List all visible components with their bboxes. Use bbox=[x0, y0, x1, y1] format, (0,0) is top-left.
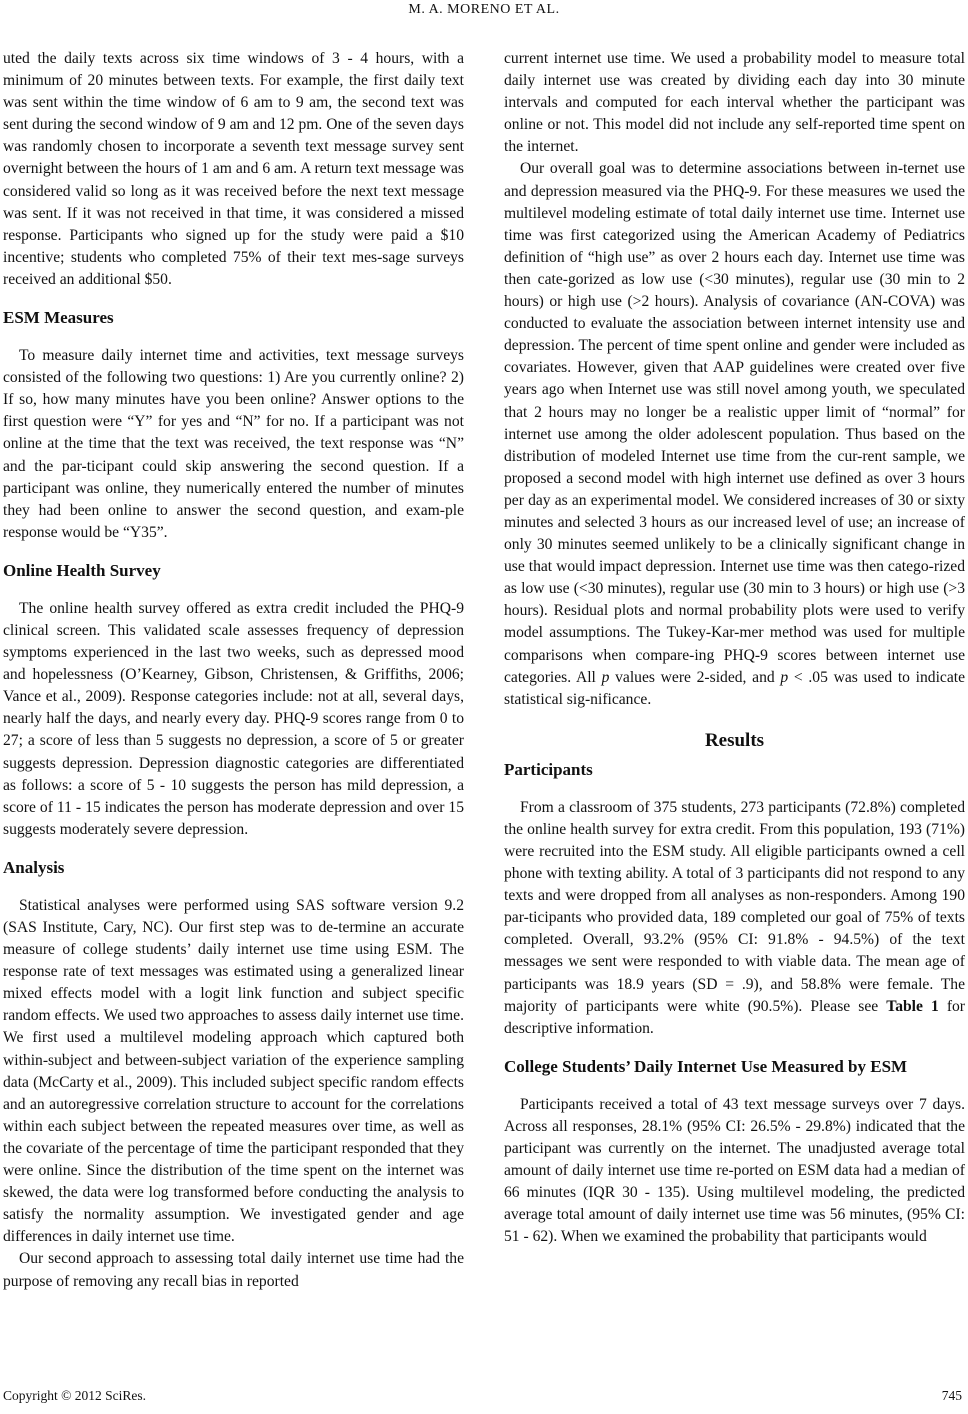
participants-text-a: From a classroom of 375 students, 273 participants (72.8%) completed the online health survey for extra credit. From this population, 193 (71%) were recruited into the ESM study. All eligible participants owned a cell phone with texting ability. A total of 3 participants did not respond to any texts and were dropped from all analyses as non-responders. Among 190 par-ticipants who provided data, 189 completed our goal of 75% of texts completed. Overall, 93.2% (95% CI: 91.8% - 94.5%) of the text messages we sent were responded to with viable data. The mean age of participants was 18.9 years (SD = .9), and 58.8% were female. The majority of participants were white (90.5%). Please see bbox=[504, 798, 965, 1015]
heading-esm-measures: ESM Measures bbox=[3, 308, 114, 328]
overall-goal-text-b: values were 2-sided, and bbox=[609, 668, 781, 686]
paragraph-esm-measures: To measure daily internet time and activities, text message surveys consisted of the following two questions: 1) Are you currently online? 2) If so, how many minutes have you been online? Answer options to the first question were “Y” for yes and “N” for no. If a participant was not online at the time that the text was received, the text response was “N” and the par-ticipant could skip answering the second question. If a participant was online, they numerically entered the number of minutes they had been online to answer the second question, and exam-ple response would be “Y35”. bbox=[3, 347, 464, 541]
heading-college-students-internet-use: College Students’ Daily Internet Use Measured by ESM bbox=[504, 1056, 908, 1076]
running-head: M. A. MORENO ET AL. bbox=[408, 2, 560, 17]
paragraph-overall-goal bbox=[504, 158, 965, 710]
paragraph-online-health-survey: The online health survey offered as extra credit included the PHQ-9 clinical screen. This validated scale assesses frequency of depression symptoms experienced in the last two weeks, such as depressed mood and hopelessness (O’Kearney, Gibson, Christensen, & Griffiths, 2006; Vance et al., 2009). Response categories include: not at all, several days, nearly half the days, and nearly every day. PHQ-9 scores range from 0 to 27; a score of less than 5 suggests no depression, a score of 5 or greater suggests depression. Depression diagnostic categories are differentiated as follows: a score of 5 - 10 suggests the person has mild depression, a score of 11 - 15 indicates the person has moderate depression and over 15 suggests moderately severe depression. bbox=[3, 599, 464, 838]
paragraph-analysis-2: Our second approach to assessing total daily internet use time had the purpose of removing any recall bias in reported bbox=[3, 1250, 464, 1290]
participants-text-b: for descriptive information. bbox=[504, 997, 965, 1037]
left-column bbox=[3, 48, 464, 1293]
paragraph-procedure-continued: uted the daily texts across six time windows of 3 - 4 hours, with a minimum of 20 minutes between texts. For example, the first daily text was sent within the time window of 6 am to 9 am, the second text was sent during the second window of 9 am and 12 pm. One of the seven days was randomly chosen to incorporate a seventh text message survey sent overnight between the hours of 1 am and 6 am. A return text message was considered valid so long as it was received before the next text message was sent. If it was not received in that time, it was considered a missed response. Participants who signed up for the study were paid a $10 incentive; students who completed 75% of their text mes-sage surveys received an additional $50. bbox=[3, 50, 464, 288]
paragraph-probability-model: current internet use time. We used a probability model to measure total daily internet use was created by dividing each day into 30 minute intervals and computed for each interval whether the participant was online or not. This model did not include any self-reported time spent on the internet. bbox=[504, 50, 965, 156]
paragraph-analysis-1: Statistical analyses were performed using SAS software version 9.2 (SAS Institute, Cary, NC). Our first step was to de-termine an accurate measure of college students’ daily internet use time using ESM. The response rate of text messages was estimated using a generalized linear mixed effects model with a logit link function and subject specific random effects. We used two approaches to assess daily internet use time. We first used a multilevel modeling approach which captured both within-subject and between-subject variation of the experience sampling data (McCarty et al., 2009). This included subject specific random effects and an autoregressive correlation structure to account for the correlations within each subject between the repeated measures over time, as well as the covariate of the percentage of time the participant responded that they were online. Since the distribution of the time spent on the internet was skewed, the data were log transformed before conducting the analysis to satisfy the normality assumption. We investigated gender and age differences in daily internet use time. bbox=[3, 896, 464, 1246]
p-value-symbol-2: p bbox=[780, 668, 789, 686]
heading-participants: Participants bbox=[504, 759, 593, 779]
heading-analysis: Analysis bbox=[3, 857, 65, 877]
paragraph-participants bbox=[504, 797, 965, 1040]
right-column bbox=[504, 48, 965, 1249]
table-1-reference: Table 1 bbox=[886, 997, 939, 1015]
footer-copyright: Copyright © 2012 SciRes. bbox=[3, 1388, 147, 1403]
page-number: 745 bbox=[941, 1388, 962, 1403]
paragraph-internet-use-esm: Participants received a total of 43 text message surveys over 7 days. Across all responses, 28.1% (95% CI: 26.5% - 29.8%) indicated that the participant was currently on the internet. The unadjusted average total amount of daily internet use time re-ported on ESM data had a median of 66 minutes (IQR 30 - 135). Using multilevel modeling, the predicted average total amount of daily internet use time was 56 minutes, (95% CI: 51 - 62). When we examined the probability that participants would bbox=[504, 1095, 965, 1246]
p-value-symbol-1: p bbox=[601, 668, 610, 686]
heading-results: Results bbox=[704, 729, 765, 751]
overall-goal-text-c: < .05 was used to indicate statistical sig-nificance. bbox=[504, 668, 966, 708]
heading-online-health-survey: Online Health Survey bbox=[3, 560, 161, 580]
overall-goal-text-a: Our overall goal was to determine associations between in-ternet use and depression measured via the PHQ-9. For these measures we used the multilevel modeling estimate of total daily internet use time. Internet use time was first categorized using the American Academy of Pediatrics definition of “high use” as over 2 hours each day. Internet use time was then cate-gorized as low use (<30 minutes), regular use (30 min to 2 hours) or high use (>2 hours). Analysis of covariance (AN-COVA) was conducted to evaluate the association between internet intensity use and depression. The percent of time spent online and gender were included as covariates. However, given that AAP guidelines were created over five years ago when Internet use was still novel among youth, we speculated that 2 hours may no longer be a realistic upper limit of “normal” for internet use among the older adolescent population. Thus based on the distribution of modeled Internet use time from the cur-rent sample, we proposed a second model with high internet use defined as over 3 hours per day as an experimental model. We considered increases of 30 or sixty minutes and selected 3 hours as our increased level of use; an increase of only 30 minutes seemed unlikely to be a clinically significant change in use that would impact depression. Internet use time was then catego-rized as low use (<30 minutes), regular use (30 min to 3 hours) or high use (>3 hours). Residual plots and normal probability plots were used to verify model assumptions. The Tukey-Kar-mer method was used for multiple comparisons when compare-ing PHQ-9 scores between internet use categories. All bbox=[504, 160, 965, 686]
